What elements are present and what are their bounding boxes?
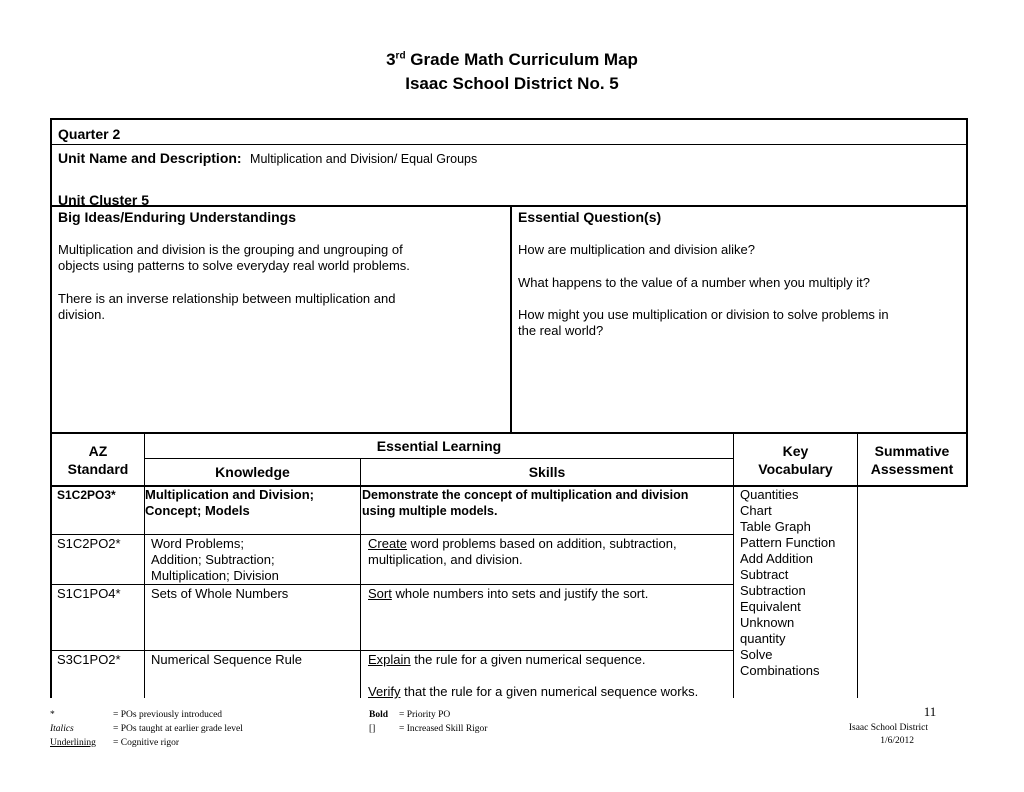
knowledge-line: Multiplication; Division [151, 568, 279, 583]
unit-divider [50, 205, 968, 207]
skill-cell [368, 586, 648, 602]
unit-name [58, 150, 477, 168]
unit-name-label: Unit Name and Description: [58, 150, 242, 166]
skill-cell-2 [368, 684, 698, 700]
row-divider [52, 650, 733, 651]
knowledge-header: Knowledge [215, 464, 290, 480]
skill-text: the rule for a given numerical sequence. [410, 652, 646, 667]
skill-line: multiplication, and division. [368, 552, 523, 567]
essential-question-line: the real world? [518, 323, 604, 338]
footer-district-name: Isaac School District [848, 723, 928, 733]
legend-symbol: [] [369, 724, 376, 734]
standard-cell: S1C1PO4* [57, 586, 121, 601]
table-top-border [50, 432, 968, 434]
col-divider-knowledge [360, 458, 361, 698]
standard-cell: S1C2PO3* [57, 488, 116, 502]
header-line: AZ [88, 443, 108, 459]
box-top-border [50, 118, 968, 120]
legend-description: = Priority PO [399, 710, 451, 720]
skills-header: Skills [528, 464, 566, 480]
essential-question-1: How are multiplication and division alike? [518, 242, 756, 257]
knowledge-line: Addition; Subtraction; [151, 552, 275, 567]
essential-question-line: How might you use multiplication or division to solve problems in [518, 307, 889, 322]
skill-line: Demonstrate the concept of multiplication and division [362, 488, 689, 502]
legend-symbol: Italics [50, 724, 74, 734]
vocabulary-item: Quantities [740, 487, 799, 502]
skill-cell [368, 536, 677, 568]
header-line: Assessment [870, 461, 954, 477]
skill-verb: Sort [368, 586, 392, 601]
legend-left [50, 708, 243, 750]
legend-description: = POs previously introduced [113, 710, 223, 720]
skill-verb: Verify [368, 684, 401, 699]
vocabulary-item: Solve [740, 647, 773, 662]
skill-text: word problems based on addition, subtraction, [407, 536, 677, 551]
unit-name-value: Multiplication and Division/ Equal Groups [250, 152, 478, 166]
vocabulary-item: Combinations [740, 663, 820, 678]
header-line: Vocabulary [758, 461, 833, 477]
legend-description: = Increased Skill Rigor [399, 724, 488, 734]
big-ideas-line: division. [58, 307, 105, 322]
legend-symbol: Bold [369, 710, 389, 720]
essential-learning-divider [145, 458, 733, 459]
essential-question-2: What happens to the value of a number when you multiply it? [518, 275, 870, 290]
header-line: Standard [67, 461, 129, 477]
legend-symbol: * [50, 710, 55, 720]
vocabulary-item: Add Addition [740, 551, 814, 566]
big-ideas-line: Multiplication and division is the grouping and ungrouping of [58, 242, 403, 257]
vocabulary-item: Chart [740, 503, 772, 518]
skill-verb: Explain [368, 652, 411, 667]
ideas-column-divider [510, 207, 512, 433]
vocabulary-item: Unknown [740, 615, 795, 630]
skill-cell [368, 652, 646, 668]
vocabulary-item: Pattern Function [740, 535, 836, 550]
title-superscript: rd [395, 50, 406, 62]
quarter-divider [52, 144, 966, 145]
knowledge-line: Concept; Models [145, 503, 250, 518]
skill-cell [362, 487, 688, 519]
essential-question-3 [518, 307, 889, 339]
legend-description: = Cognitive rigor [113, 738, 180, 748]
knowledge-cell [145, 487, 314, 519]
standard-cell: S1C2PO2* [57, 536, 121, 551]
unit-cluster: Unit Cluster 5 [58, 192, 150, 205]
header-line: Key [782, 443, 809, 459]
skill-line: using multiple models. [362, 504, 498, 518]
legend-middle [369, 708, 487, 736]
footer-district [820, 722, 928, 748]
page-title [0, 50, 1024, 70]
standard-cell: S3C1PO2* [57, 652, 121, 667]
vocabulary-item: Table Graph [740, 519, 811, 534]
legend-description: = POs taught at earlier grade level [113, 724, 243, 734]
knowledge-cell: Numerical Sequence Rule [151, 652, 303, 667]
box-right-border [966, 118, 968, 486]
key-vocabulary-header [734, 442, 857, 478]
legend-symbol: Underlining [50, 738, 96, 748]
summative-assessment-header [858, 442, 966, 478]
vocabulary-item: Equivalent [740, 599, 801, 614]
vocabulary-item: Subtract [740, 567, 789, 582]
az-standard-header [52, 442, 144, 478]
essential-questions-heading: Essential Question(s) [518, 209, 662, 225]
district-title: Isaac School District No. 5 [405, 74, 619, 93]
row-divider [52, 584, 733, 585]
title-text: Grade Math Curriculum Map [405, 50, 638, 69]
big-ideas-heading: Big Ideas/Enduring Understandings [58, 209, 297, 225]
vocabulary-list [740, 487, 835, 679]
header-line: Summative [874, 443, 950, 459]
page-number: 11 [923, 704, 937, 719]
knowledge-cell [151, 536, 279, 584]
row-divider [52, 534, 733, 535]
big-ideas-text-2 [58, 291, 395, 323]
title-number: 3 [386, 50, 396, 69]
knowledge-line: Word Problems; [151, 536, 244, 551]
essential-learning-header: Essential Learning [376, 438, 502, 454]
skill-verb: Create [368, 536, 408, 551]
big-ideas-text-1 [58, 242, 410, 274]
skill-text: that the rule for a given numerical sequence works. [400, 684, 699, 699]
vocabulary-item: quantity [740, 631, 786, 646]
big-ideas-line: objects using patterns to solve everyday real world problems. [58, 258, 410, 273]
big-ideas-line: There is an inverse relationship between multiplication and [58, 291, 396, 306]
skill-text: whole numbers into sets and justify the sort. [391, 586, 649, 601]
knowledge-cell: Sets of Whole Numbers [151, 586, 289, 601]
quarter-label: Quarter 2 [58, 126, 121, 142]
vocabulary-item: Subtraction [740, 583, 806, 598]
footer-date: 1/6/2012 [880, 736, 914, 746]
knowledge-line: Multiplication and Division; [145, 487, 314, 502]
